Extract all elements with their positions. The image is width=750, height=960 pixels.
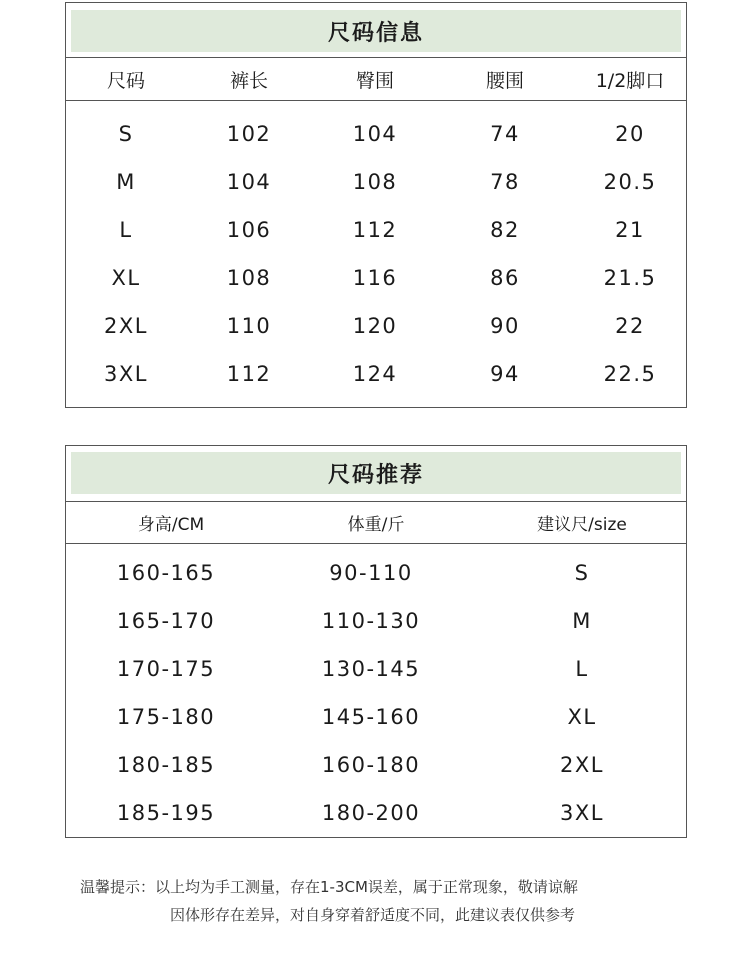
table-cell: 145-160 [321, 705, 421, 729]
table-cell: L [119, 218, 133, 242]
table-cell: 104 [352, 122, 398, 146]
header-waist: 腰围 [485, 69, 524, 92]
size-info-title: 尺码信息 [71, 10, 681, 52]
table-cell: 110 [226, 314, 272, 338]
header-hem: 1/2脚口 [595, 69, 665, 92]
table-cell: 185-195 [116, 801, 216, 825]
table-cell: 22 [615, 314, 645, 338]
table-cell: 20.5 [603, 170, 657, 194]
table-cell: 3XL [560, 801, 604, 825]
table-cell: 20 [615, 122, 645, 146]
table-cell: 90 [490, 314, 520, 338]
table-cell: 165-170 [116, 609, 216, 633]
table-cell: 21.5 [603, 266, 657, 290]
table-cell: S [118, 122, 134, 146]
size-recommend-header [66, 501, 686, 544]
table-cell: L [575, 657, 589, 681]
table-cell: 160-180 [321, 753, 421, 777]
header-length: 裤长 [229, 69, 268, 92]
table-cell: 116 [352, 266, 398, 290]
header-size: 尺码 [106, 69, 145, 92]
size-recommend-title: 尺码推荐 [71, 452, 681, 494]
table-cell: 170-175 [116, 657, 216, 681]
table-cell: 130-145 [321, 657, 421, 681]
table-cell: 2XL [560, 753, 604, 777]
table-cell: 90-110 [329, 561, 413, 585]
table-row [66, 597, 686, 645]
table-cell: 86 [490, 266, 520, 290]
table-cell: 3XL [104, 362, 148, 386]
table-row [66, 549, 686, 597]
size-info-table [65, 2, 687, 408]
table-cell: 124 [352, 362, 398, 386]
header-suggested-size: 建议尺/size [537, 515, 627, 535]
table-row [66, 206, 686, 254]
table-row [66, 693, 686, 741]
table-row [66, 254, 686, 302]
table-cell: M [116, 170, 136, 194]
table-row [66, 350, 686, 398]
table-cell: 82 [490, 218, 520, 242]
table-cell: 160-165 [116, 561, 216, 585]
table-cell: 112 [226, 362, 272, 386]
table-cell: 22.5 [603, 362, 657, 386]
note-line-1: 温馨提示：以上均为手工测量，存在1-3CM误差，属于正常现象，敬请谅解 [80, 878, 578, 896]
table-cell: 175-180 [116, 705, 216, 729]
table-cell: S [574, 561, 590, 585]
size-info-header [66, 57, 686, 101]
table-cell: 108 [226, 266, 272, 290]
table-cell: 2XL [104, 314, 148, 338]
header-hip: 臀围 [355, 69, 394, 92]
table-cell: 180-185 [116, 753, 216, 777]
table-row [66, 302, 686, 350]
header-height: 身高/CM [137, 515, 205, 535]
table-row [66, 110, 686, 158]
table-cell: 106 [226, 218, 272, 242]
table-cell: 112 [352, 218, 398, 242]
table-cell: 74 [490, 122, 520, 146]
table-row [66, 158, 686, 206]
table-cell: 21 [615, 218, 645, 242]
table-row [66, 645, 686, 693]
table-cell: 108 [352, 170, 398, 194]
table-row [66, 789, 686, 837]
table-cell: 120 [352, 314, 398, 338]
header-weight: 体重/斤 [347, 515, 405, 535]
size-recommend-table [65, 445, 687, 838]
table-cell: 78 [490, 170, 520, 194]
table-cell: 104 [226, 170, 272, 194]
table-cell: 94 [490, 362, 520, 386]
table-cell: XL [111, 266, 141, 290]
table-cell: 180-200 [321, 801, 421, 825]
table-cell: XL [567, 705, 597, 729]
table-cell: M [572, 609, 592, 633]
note-line-2: 因体形存在差异，对自身穿着舒适度不同，此建议表仅供参考 [170, 906, 576, 924]
table-cell: 110-130 [321, 609, 421, 633]
table-cell: 102 [226, 122, 272, 146]
table-row [66, 741, 686, 789]
